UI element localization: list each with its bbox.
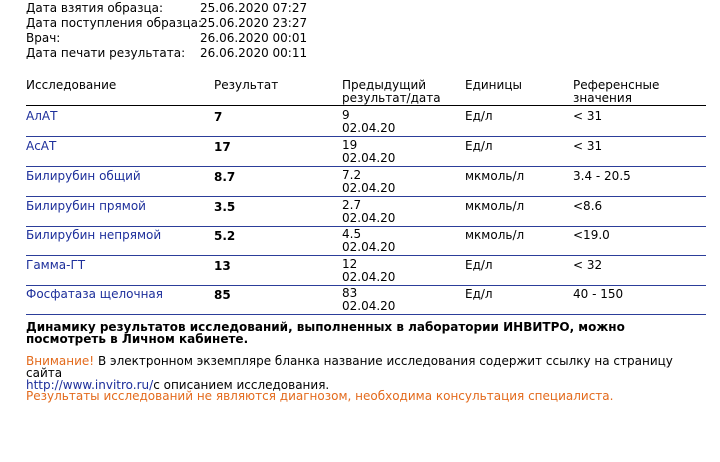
table-row: [26, 167, 706, 197]
previous-date: 02.04.20: [342, 181, 396, 195]
test-name-link[interactable]: АсАТ: [26, 139, 57, 153]
previous-date: 02.04.20: [342, 240, 396, 254]
meta-row: [26, 31, 307, 46]
attention-note: [26, 355, 706, 391]
site-link[interactable]: http://www.invitro.ru/: [26, 378, 154, 392]
header-divider: [26, 105, 706, 106]
header-prev-line1: Предыдущий: [342, 78, 427, 92]
previous-value: 9: [342, 108, 350, 122]
previous-value: 12: [342, 257, 358, 271]
sample-info: [26, 1, 307, 61]
meta-row: [26, 1, 307, 16]
result-value: 13: [214, 259, 231, 273]
unit: Ед/л: [465, 287, 493, 301]
meta-label: Дата поступления образца:: [26, 16, 202, 30]
meta-value: 25.06.2020 07:27: [200, 1, 308, 15]
reference-range: < 32: [573, 258, 603, 272]
test-name-link[interactable]: Фосфатаза щелочная: [26, 287, 163, 301]
results-table-header: [0, 79, 720, 107]
previous-date: 02.04.20: [342, 211, 396, 225]
meta-value: 26.06.2020 00:11: [200, 46, 308, 60]
result-value: 5.2: [214, 229, 236, 243]
header-ref-line1: Референсные: [573, 78, 660, 92]
unit: мкмоль/л: [465, 169, 525, 183]
result-value: 85: [214, 288, 231, 302]
meta-label: Дата печати результата:: [26, 46, 186, 60]
reference-range: < 31: [573, 109, 603, 123]
meta-label: Врач:: [26, 31, 61, 45]
attention-word: Внимание!: [26, 354, 95, 368]
reference-range: 40 - 150: [573, 287, 624, 301]
meta-value: 26.06.2020 00:01: [200, 31, 308, 45]
unit: Ед/л: [465, 258, 493, 272]
table-row: [26, 107, 706, 137]
table-row: [26, 137, 706, 167]
header-prev-line2: результат/дата: [342, 91, 441, 105]
previous-date: 02.04.20: [342, 299, 396, 313]
reference-range: <19.0: [573, 228, 610, 242]
previous-date: 02.04.20: [342, 151, 396, 165]
reference-range: 3.4 - 20.5: [573, 169, 631, 183]
previous-value: 83: [342, 286, 358, 300]
unit: мкмоль/л: [465, 199, 525, 213]
meta-value: 25.06.2020 23:27: [200, 16, 308, 30]
table-row: [26, 197, 706, 227]
result-value: 7: [214, 110, 223, 124]
meta-row: [26, 16, 307, 31]
test-name-link[interactable]: Билирубин непрямой: [26, 228, 162, 242]
unit: Ед/л: [465, 139, 493, 153]
site-link-tail: с описанием исследования.: [153, 378, 330, 392]
previous-date: 02.04.20: [342, 121, 396, 135]
meta-label: Дата взятия образца:: [26, 1, 164, 15]
result-value: 3.5: [214, 200, 236, 214]
reference-range: < 31: [573, 139, 603, 153]
test-name-link[interactable]: Гамма-ГТ: [26, 258, 86, 272]
header-result: Результат: [214, 78, 279, 92]
previous-value: 7.2: [342, 168, 362, 182]
attention-text: В электронном экземпляре бланка название исследования содержит ссылку на страницу сайта: [26, 354, 673, 380]
reference-range: <8.6: [573, 199, 603, 213]
previous-date: 02.04.20: [342, 270, 396, 284]
test-name-link[interactable]: Билирубин прямой: [26, 199, 146, 213]
test-name-link[interactable]: АлАТ: [26, 109, 58, 123]
header-ref-line2: значения: [573, 91, 632, 105]
table-row: [26, 285, 706, 315]
previous-value: 19: [342, 138, 358, 152]
result-value: 8.7: [214, 170, 236, 184]
header-test: Исследование: [26, 78, 117, 92]
previous-value: 2.7: [342, 198, 362, 212]
meta-row: [26, 46, 307, 61]
dynamics-note: Динамику результатов исследований, выполненных в лаборатории ИНВИТРО, можно посмотреть в Личном кабинете.: [26, 320, 625, 346]
header-units: Единицы: [465, 78, 522, 92]
table-row: [26, 226, 706, 256]
table-row: [26, 256, 706, 286]
result-value: 17: [214, 140, 231, 154]
previous-value: 4.5: [342, 227, 362, 241]
test-name-link[interactable]: Билирубин общий: [26, 169, 141, 183]
unit: Ед/л: [465, 109, 493, 123]
diagnosis-disclaimer: Результаты исследований не являются диагнозом, необходима консультация специалиста.: [26, 389, 614, 403]
unit: мкмоль/л: [465, 228, 525, 242]
